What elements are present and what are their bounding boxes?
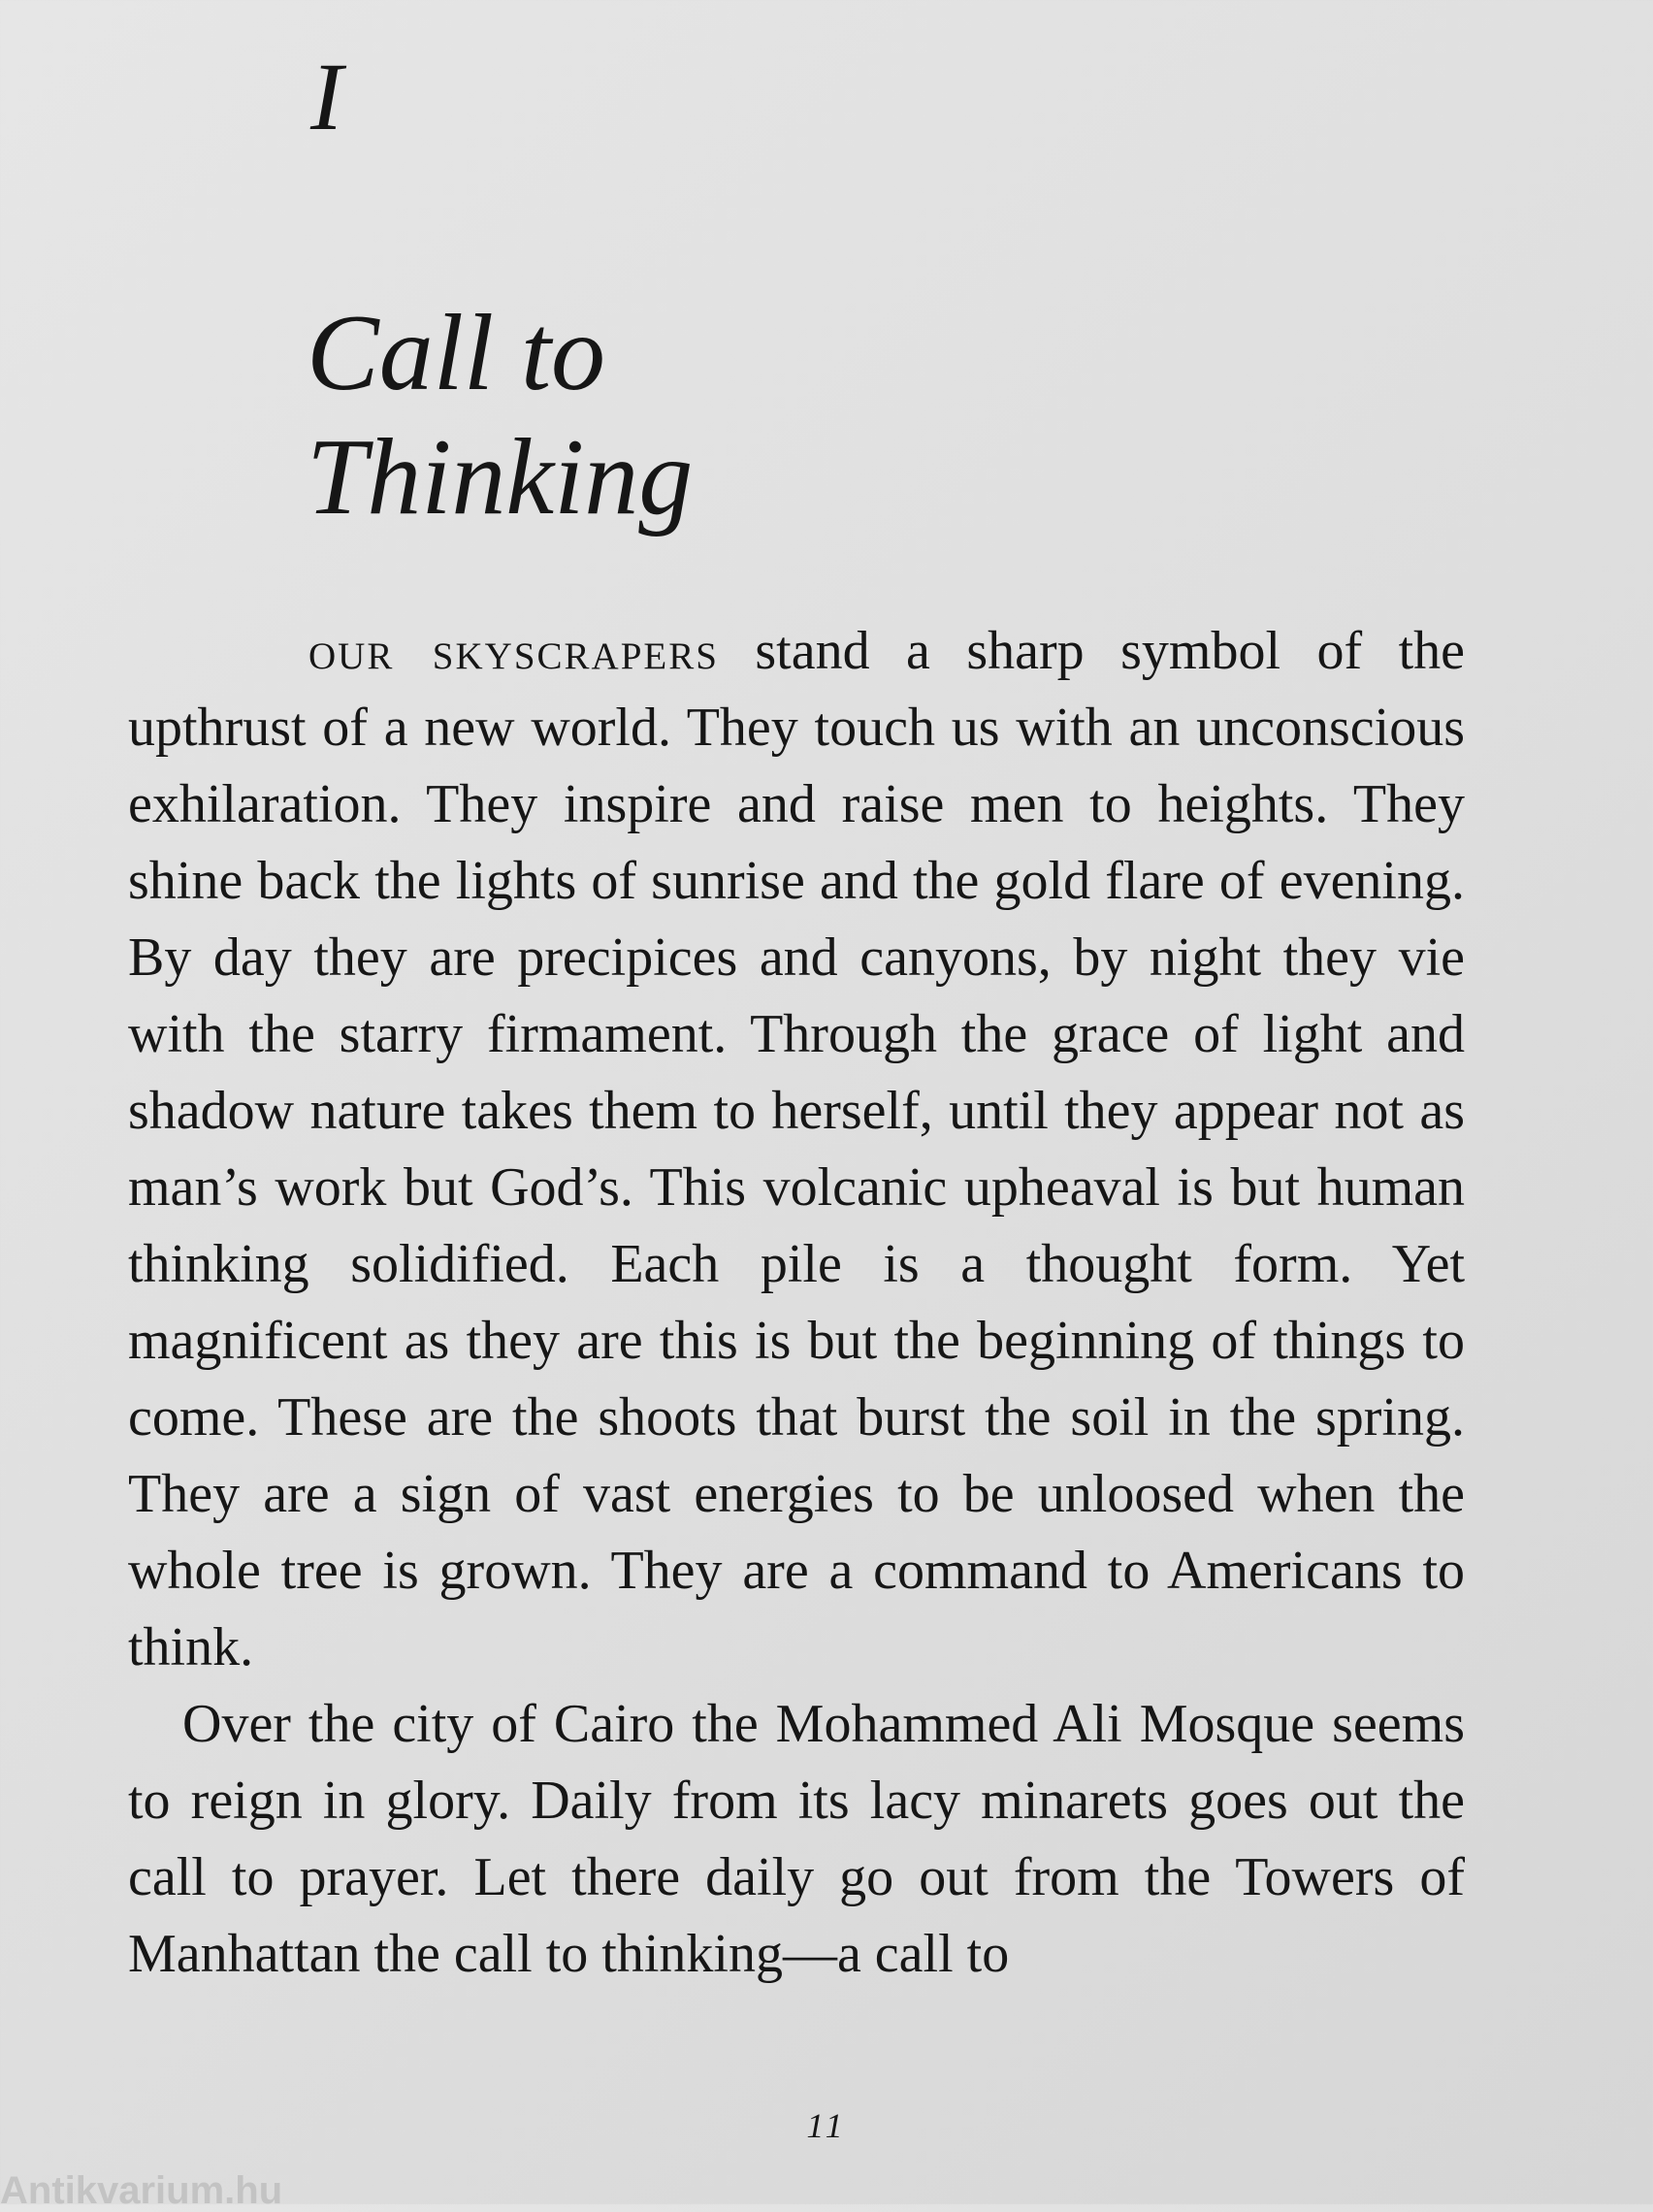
chapter-number: I bbox=[310, 43, 343, 150]
chapter-title-line-2: Thinking bbox=[307, 417, 694, 537]
chapter-title-line-1: Call to bbox=[307, 293, 606, 413]
paragraph-1-text: stand a sharp symbol of the upthrust of a new world. They touch us with an unconscious exhilaration. They inspire and raise men to heights. They shine back the lights of sunrise and the gold flare of evening. By day they are precipices and canyons, by night they vie with the starry firmament. Through the grace of light and shadow nature takes them to herself, until they appear not as man’s work but God’s. This volcanic upheaval is but human thinking solidified. Each pile is a thought form. Yet magnificent as they are this is but the beginning of things to come. These are the shoots that burst the soil in the spring. They are a sign of vast energies to be unloosed when the whole tree is grown. They are a command to Americans to think. bbox=[128, 621, 1465, 1677]
chapter-title bbox=[307, 291, 693, 539]
paragraph-2: Over the city of Cairo the Mohammed Ali Mosque seems to reign in glory. Daily from its lacy minarets goes out the call to prayer. Let there daily go out from the Towers of Manhattan the call to thinking—a call to bbox=[128, 1694, 1465, 1984]
watermark: Antikvarium.hu bbox=[0, 2169, 283, 2212]
body-text bbox=[128, 613, 1465, 1993]
paragraph-1 bbox=[128, 613, 1465, 1686]
paragraph-1-lead: our skyscrapers bbox=[308, 621, 719, 681]
page-number: 11 bbox=[806, 2106, 847, 2145]
